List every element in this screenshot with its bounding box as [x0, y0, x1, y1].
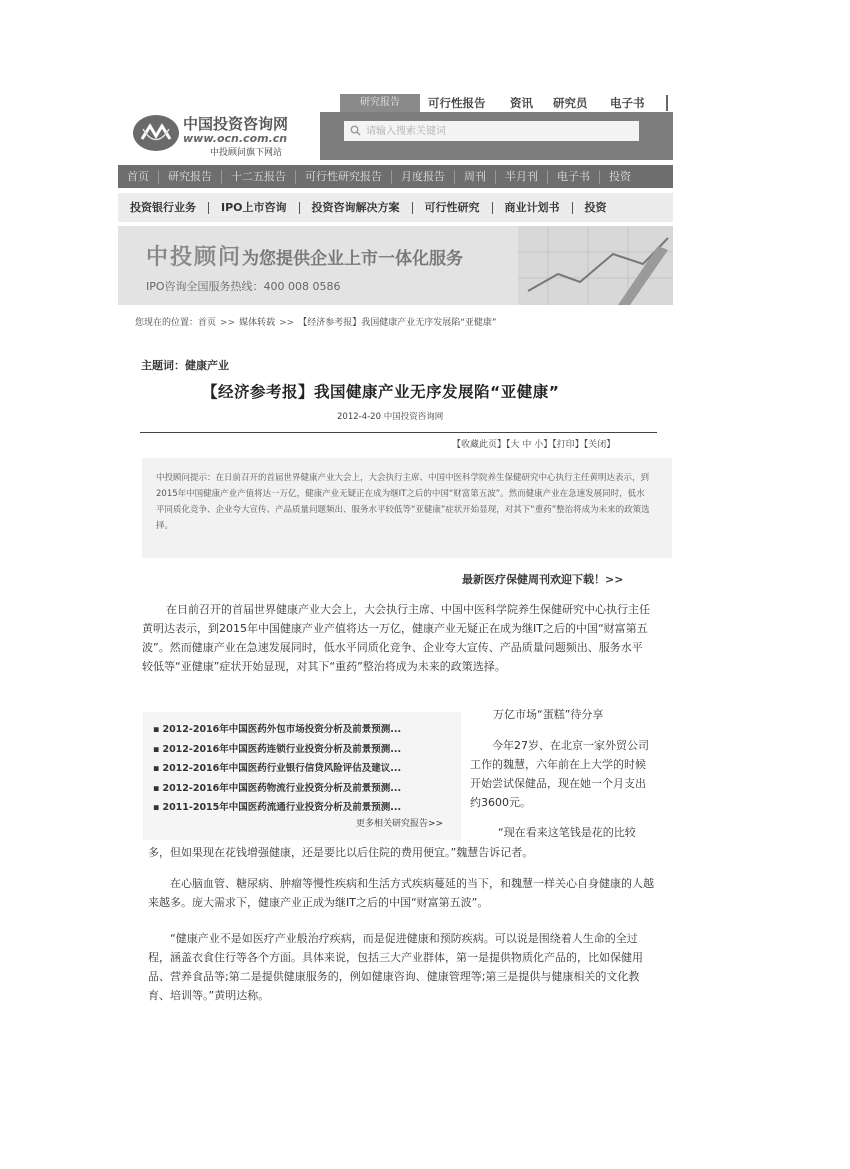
subnav-ipo-consulting[interactable]: IPO上市咨询	[209, 202, 300, 214]
article-paragraph: 今年27岁、在北京一家外贸公司工作的魏慧，六年前在上大学的时候开始尝试保健品，现在她一个月支出约3600元。	[470, 739, 649, 809]
related-report-item[interactable]: ▪ 2012-2016年中国医药连锁行业投资分析及前景预测...	[153, 740, 401, 760]
breadcrumb-home[interactable]: 首页	[198, 318, 217, 328]
sub-nav	[118, 193, 673, 222]
article-keyword[interactable]: 主题词：健康产业	[141, 359, 229, 372]
article-paragraph: 在日前召开的首届世界健康产业大会上，大会执行主席、中国中医科学院养生保健研究中心执行主任黄明达表示，到2015年中国健康产业产值将达一万亿，健康产业无疑正在成为继IT之后的中国“财富第五波”。然而健康产业在急速发展同时，低水平同质化竞争、企业夸大宣传、产品质量问题频出、服务水平较低等“亚健康”症状开始显现，对其下“重药”整治将成为未来的政策选择。	[142, 603, 650, 673]
nav-feasibility[interactable]: 可行性研究报告	[296, 170, 392, 184]
tab-research-reports[interactable]: 研究报告	[340, 94, 420, 112]
logo-mark-icon	[139, 121, 173, 145]
banner-title-brand: 中投顾问	[146, 244, 243, 270]
logo-site-name: 中国投资咨询网	[183, 115, 289, 133]
breadcrumb-prefix: 您现在的位置：	[135, 318, 199, 328]
breadcrumb-separator: >>	[279, 318, 295, 328]
nav-monthly[interactable]: 月度报告	[392, 170, 455, 184]
nav-biweekly[interactable]: 半月刊	[496, 170, 548, 184]
article-title: 【经济参考报】我国健康产业无序发展陷“亚健康”	[202, 383, 560, 401]
related-reports-box	[143, 712, 461, 840]
article-paragraph: “健康产业不是如医疗产业般治疗疾病，而是促进健康和预防疾病。可以说是围绕着人生命的全过程，涵盖衣食住行等各个方面。具体来说，包括三大产业群体，第一是提供物质化产品的，比如保健用品、营养食品等;第二是提供健康服务的，例如健康咨询、健康管理等;第三是提供与健康相关的文化教育、培训等。”黄明达称。	[148, 932, 643, 1002]
article-date: 2012-4-20	[337, 412, 381, 422]
article-source: 中国投资咨询网	[383, 412, 444, 422]
tab-researchers[interactable]: 研究员	[553, 96, 588, 110]
breadcrumb	[135, 315, 497, 328]
chart-graphic-icon	[518, 226, 673, 305]
related-report-item[interactable]: ▪ 2011-2015年中国医药流通行业投资分析及前景预测...	[153, 798, 401, 818]
summary-box	[142, 458, 672, 558]
tab-divider	[666, 95, 668, 111]
nav-ebooks[interactable]: 电子书	[548, 170, 600, 184]
nav-12th-five-year[interactable]: 十二五报告	[222, 170, 296, 184]
breadcrumb-current: 【经济参考报】我国健康产业无序发展陷“亚健康”	[298, 318, 497, 328]
weekly-download-link[interactable]: 最新医疗保健周刊欢迎下载！>>	[462, 573, 624, 586]
search-panel	[320, 112, 673, 160]
article-dateline	[337, 410, 443, 422]
subnav-feasibility-study[interactable]: 可行性研究	[413, 202, 493, 214]
tab-feasibility-reports[interactable]: 可行性报告	[428, 96, 486, 110]
related-report-item[interactable]: ▪ 2012-2016年中国医药物流行业投资分析及前景预测...	[153, 779, 401, 799]
related-reports-list	[153, 720, 401, 818]
search-icon	[350, 125, 361, 136]
subnav-business-plan[interactable]: 商业计划书	[493, 202, 573, 214]
ipo-banner[interactable]	[118, 226, 673, 305]
subnav-investment[interactable]: 投资	[584, 200, 607, 214]
tab-ebooks[interactable]: 电子书	[610, 96, 645, 110]
subnav-consulting-solutions[interactable]: 投资咨询解决方案	[300, 202, 413, 214]
banner-title-slogan: 为您提供企业上市一体化服务	[242, 249, 464, 269]
more-reports-link[interactable]: 更多相关研究报告>>	[356, 819, 444, 829]
logo-url: www.ocn.com.cn	[183, 132, 288, 145]
nav-weekly[interactable]: 周刊	[455, 170, 496, 184]
summary-text: 中投顾问提示：在日前召开的首届世界健康产业大会上，大会执行主席、中国中医科学院养生保健研究中心执行主任黄明达表示，到2015年中国健康产业产值将达一万亿，健康产业无疑正在成为继IT之后的中国“财富第五波”。然而健康产业在急速发展同时，低水平同质化竞争、企业夸大宣传、产品质量问题频出、服务水平较低等“亚健康”症状开始显现，对其下“重药”整治将成为未来的政策选择。	[156, 473, 650, 531]
subnav-investment-banking[interactable]: 投资银行业务	[118, 202, 209, 214]
search-input[interactable]	[344, 121, 639, 141]
banner-title	[146, 240, 463, 271]
nav-home[interactable]: 首页	[118, 170, 159, 184]
tab-news[interactable]: 资讯	[510, 96, 533, 110]
banner-hotline: IPO咨询全国服务热线：400 008 0586	[146, 280, 341, 293]
breadcrumb-section[interactable]: 媒体转载	[239, 318, 276, 328]
site-logo[interactable]	[133, 115, 179, 151]
article-paragraph: 在心脑血管、糖尿病、肿瘤等慢性疾病和生活方式疾病蔓延的当下，和魏慧一样关心自身健康的人越来越多。庞大需求下，健康产业正成为继IT之后的中国“财富第五波”。	[148, 877, 654, 909]
title-divider	[140, 432, 657, 433]
logo-tagline: 中投顾问旗下网站	[210, 148, 283, 158]
main-nav	[118, 165, 673, 188]
breadcrumb-separator: >>	[220, 318, 236, 328]
article-paragraph-start: “现在看来这笔钱是花的比较	[498, 826, 636, 839]
nav-research-reports[interactable]: 研究报告	[159, 170, 222, 184]
section-subtitle: 万亿市场“蛋糕”待分享	[493, 708, 604, 721]
related-report-item[interactable]: ▪ 2012-2016年中国医药外包市场投资分析及前景预测...	[153, 720, 401, 740]
nav-investment[interactable]: 投资	[609, 169, 631, 183]
article-tools[interactable]: 【收藏此页】【大 中 小】【打印】【关闭】	[452, 440, 616, 450]
article-paragraph: 多，但如果现在花钱增强健康，还是要比以后住院的费用便宜。”魏慧告诉记者。	[148, 846, 534, 859]
related-report-item[interactable]: ▪ 2012-2016年中国医药行业银行信贷风险评估及建议...	[153, 759, 401, 779]
